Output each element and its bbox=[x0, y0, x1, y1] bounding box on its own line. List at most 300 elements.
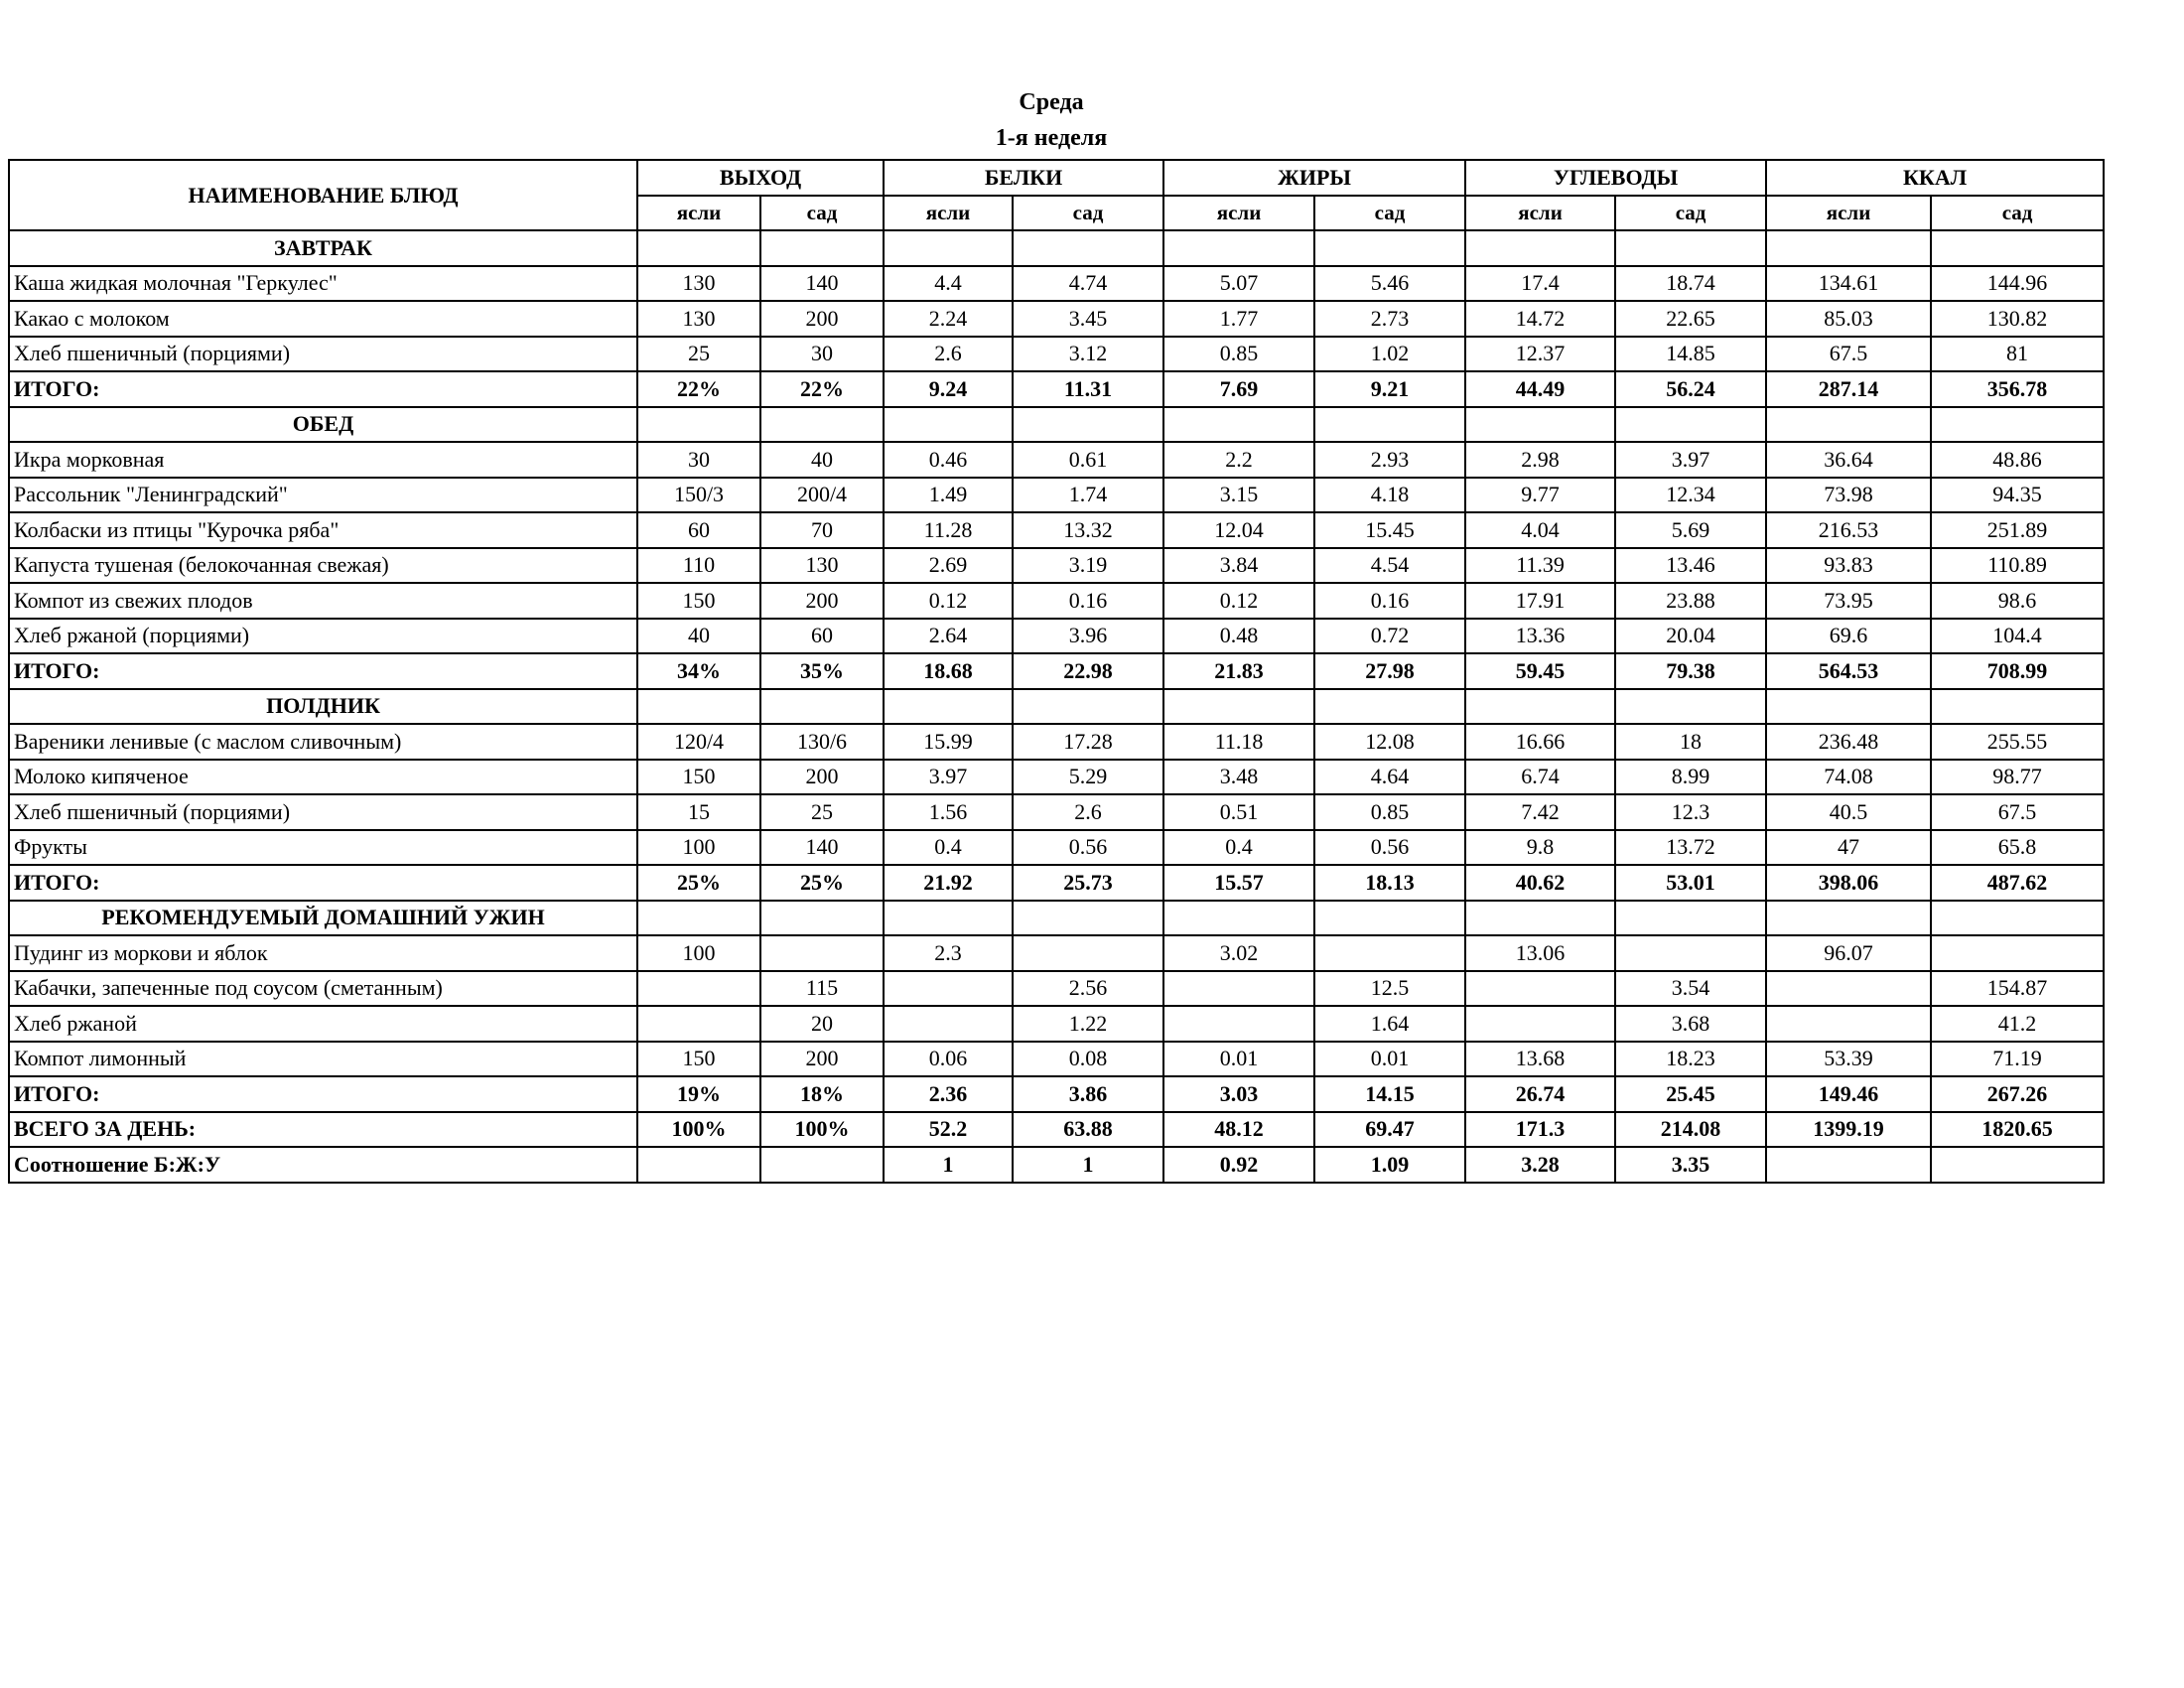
value-cell: 5.69 bbox=[1615, 512, 1766, 548]
value-cell: 4.54 bbox=[1314, 548, 1465, 584]
group-header-kcal: ККАЛ bbox=[1766, 160, 2104, 196]
value-cell bbox=[1766, 971, 1931, 1007]
value-cell: 11.39 bbox=[1465, 548, 1615, 584]
value-cell: 22% bbox=[760, 371, 884, 407]
subheader-nursery: ясли bbox=[1163, 196, 1314, 231]
value-cell bbox=[1013, 901, 1163, 936]
value-cell: 9.24 bbox=[884, 371, 1013, 407]
dish-name: Колбаски из птицы "Курочка ряба" bbox=[9, 512, 637, 548]
value-cell: 18.68 bbox=[884, 653, 1013, 689]
value-cell: 18.23 bbox=[1615, 1042, 1766, 1077]
value-cell: 7.69 bbox=[1163, 371, 1314, 407]
value-cell: 150/3 bbox=[637, 478, 760, 513]
value-cell: 40.62 bbox=[1465, 865, 1615, 901]
dish-name: ИТОГО: bbox=[9, 865, 637, 901]
value-cell: 48.12 bbox=[1163, 1112, 1314, 1148]
dish-name: ИТОГО: bbox=[9, 653, 637, 689]
value-cell: 0.48 bbox=[1163, 619, 1314, 654]
subheader-kindergarten: сад bbox=[1314, 196, 1465, 231]
value-cell bbox=[760, 1147, 884, 1183]
value-cell: 44.49 bbox=[1465, 371, 1615, 407]
value-cell: 26.74 bbox=[1465, 1076, 1615, 1112]
value-cell: 12.5 bbox=[1314, 971, 1465, 1007]
dish-name: Молоко кипяченое bbox=[9, 760, 637, 795]
value-cell: 65.8 bbox=[1931, 830, 2104, 866]
value-cell bbox=[1163, 901, 1314, 936]
value-cell: 356.78 bbox=[1931, 371, 2104, 407]
value-cell: 67.5 bbox=[1931, 794, 2104, 830]
value-cell: 0.12 bbox=[1163, 583, 1314, 619]
section-title: ЗАВТРАК bbox=[9, 230, 637, 266]
value-cell bbox=[1615, 689, 1766, 725]
value-cell: 0.51 bbox=[1163, 794, 1314, 830]
subheader-kindergarten: сад bbox=[1615, 196, 1766, 231]
value-cell bbox=[1465, 971, 1615, 1007]
value-cell bbox=[1931, 935, 2104, 971]
value-cell: 144.96 bbox=[1931, 266, 2104, 302]
value-cell: 2.69 bbox=[884, 548, 1013, 584]
value-cell: 22.65 bbox=[1615, 301, 1766, 337]
dish-name: ИТОГО: bbox=[9, 1076, 637, 1112]
value-cell bbox=[1013, 407, 1163, 443]
value-cell: 255.55 bbox=[1931, 724, 2104, 760]
value-cell: 5.46 bbox=[1314, 266, 1465, 302]
value-cell: 60 bbox=[637, 512, 760, 548]
value-cell: 53.39 bbox=[1766, 1042, 1931, 1077]
value-cell: 81 bbox=[1931, 337, 2104, 372]
value-cell bbox=[760, 901, 884, 936]
value-cell bbox=[884, 230, 1013, 266]
value-cell: 98.77 bbox=[1931, 760, 2104, 795]
value-cell: 134.61 bbox=[1766, 266, 1931, 302]
value-cell bbox=[1766, 1006, 1931, 1042]
value-cell bbox=[1013, 689, 1163, 725]
page-title: Среда bbox=[1019, 89, 1084, 115]
value-cell: 2.36 bbox=[884, 1076, 1013, 1112]
value-cell: 0.4 bbox=[1163, 830, 1314, 866]
value-cell bbox=[637, 689, 760, 725]
value-cell: 140 bbox=[760, 830, 884, 866]
page-subtitle: 1-я неделя bbox=[995, 125, 1108, 151]
value-cell: 13.72 bbox=[1615, 830, 1766, 866]
value-cell: 140 bbox=[760, 266, 884, 302]
value-cell: 17.4 bbox=[1465, 266, 1615, 302]
group-header-carbs: УГЛЕВОДЫ bbox=[1465, 160, 1766, 196]
total-row bbox=[9, 1112, 2104, 1148]
value-cell: 1.56 bbox=[884, 794, 1013, 830]
dish-name: Икра морковная bbox=[9, 442, 637, 478]
value-cell: 3.48 bbox=[1163, 760, 1314, 795]
value-cell: 0.4 bbox=[884, 830, 1013, 866]
value-cell: 100 bbox=[637, 935, 760, 971]
value-cell: 120/4 bbox=[637, 724, 760, 760]
value-cell: 1.02 bbox=[1314, 337, 1465, 372]
value-cell: 3.15 bbox=[1163, 478, 1314, 513]
total-row bbox=[9, 653, 2104, 689]
value-cell: 93.83 bbox=[1766, 548, 1931, 584]
value-cell: 3.28 bbox=[1465, 1147, 1615, 1183]
table-row bbox=[9, 301, 2104, 337]
table-row bbox=[9, 935, 2104, 971]
value-cell: 9.21 bbox=[1314, 371, 1465, 407]
dish-name: Компот лимонный bbox=[9, 1042, 637, 1077]
value-cell bbox=[637, 901, 760, 936]
dish-name: Каша жидкая молочная "Геркулес" bbox=[9, 266, 637, 302]
section-row bbox=[9, 689, 2104, 725]
value-cell: 14.15 bbox=[1314, 1076, 1465, 1112]
value-cell bbox=[1615, 935, 1766, 971]
value-cell: 150 bbox=[637, 760, 760, 795]
value-cell bbox=[1615, 230, 1766, 266]
value-cell: 487.62 bbox=[1931, 865, 2104, 901]
table-row bbox=[9, 512, 2104, 548]
value-cell: 63.88 bbox=[1013, 1112, 1163, 1148]
table-row bbox=[9, 619, 2104, 654]
value-cell: 104.4 bbox=[1931, 619, 2104, 654]
value-cell bbox=[1465, 230, 1615, 266]
value-cell: 0.06 bbox=[884, 1042, 1013, 1077]
value-cell bbox=[1163, 689, 1314, 725]
value-cell: 130 bbox=[760, 548, 884, 584]
value-cell bbox=[760, 689, 884, 725]
value-cell bbox=[1163, 971, 1314, 1007]
value-cell: 2.98 bbox=[1465, 442, 1615, 478]
value-cell: 216.53 bbox=[1766, 512, 1931, 548]
value-cell: 67.5 bbox=[1766, 337, 1931, 372]
value-cell: 73.95 bbox=[1766, 583, 1931, 619]
value-cell: 36.64 bbox=[1766, 442, 1931, 478]
value-cell bbox=[1615, 407, 1766, 443]
value-cell: 130 bbox=[637, 266, 760, 302]
value-cell bbox=[1931, 230, 2104, 266]
value-cell: 25% bbox=[760, 865, 884, 901]
value-cell: 41.2 bbox=[1931, 1006, 2104, 1042]
value-cell: 59.45 bbox=[1465, 653, 1615, 689]
value-cell: 4.64 bbox=[1314, 760, 1465, 795]
value-cell bbox=[637, 407, 760, 443]
value-cell: 11.28 bbox=[884, 512, 1013, 548]
section-title: ОБЕД bbox=[9, 407, 637, 443]
value-cell: 27.98 bbox=[1314, 653, 1465, 689]
dish-name: Компот из свежих плодов bbox=[9, 583, 637, 619]
nutrition-table bbox=[8, 159, 2105, 1184]
value-cell: 110.89 bbox=[1931, 548, 2104, 584]
value-cell: 0.08 bbox=[1013, 1042, 1163, 1077]
table-row bbox=[9, 478, 2104, 513]
value-cell: 1.74 bbox=[1013, 478, 1163, 513]
value-cell: 200 bbox=[760, 301, 884, 337]
value-cell: 0.92 bbox=[1163, 1147, 1314, 1183]
value-cell: 1820.65 bbox=[1931, 1112, 2104, 1148]
value-cell: 25.73 bbox=[1013, 865, 1163, 901]
value-cell: 73.98 bbox=[1766, 478, 1931, 513]
value-cell: 21.83 bbox=[1163, 653, 1314, 689]
total-row bbox=[9, 1076, 2104, 1112]
total-row bbox=[9, 1147, 2104, 1183]
dish-name: Хлеб пшеничный (порциями) bbox=[9, 794, 637, 830]
value-cell: 4.74 bbox=[1013, 266, 1163, 302]
value-cell: 236.48 bbox=[1766, 724, 1931, 760]
dish-name: Кабачки, запеченные под соусом (сметанным) bbox=[9, 971, 637, 1007]
value-cell: 35% bbox=[760, 653, 884, 689]
value-cell bbox=[1931, 1147, 2104, 1183]
value-cell: 150 bbox=[637, 583, 760, 619]
value-cell: 3.54 bbox=[1615, 971, 1766, 1007]
value-cell: 130 bbox=[637, 301, 760, 337]
value-cell: 3.35 bbox=[1615, 1147, 1766, 1183]
value-cell: 0.85 bbox=[1163, 337, 1314, 372]
value-cell: 171.3 bbox=[1465, 1112, 1615, 1148]
value-cell: 25% bbox=[637, 865, 760, 901]
value-cell: 11.31 bbox=[1013, 371, 1163, 407]
value-cell: 6.74 bbox=[1465, 760, 1615, 795]
value-cell: 12.34 bbox=[1615, 478, 1766, 513]
value-cell bbox=[1163, 1006, 1314, 1042]
value-cell: 0.56 bbox=[1013, 830, 1163, 866]
value-cell: 30 bbox=[637, 442, 760, 478]
value-cell: 17.91 bbox=[1465, 583, 1615, 619]
value-cell: 1.09 bbox=[1314, 1147, 1465, 1183]
value-cell: 2.73 bbox=[1314, 301, 1465, 337]
value-cell: 69.6 bbox=[1766, 619, 1931, 654]
value-cell: 3.45 bbox=[1013, 301, 1163, 337]
value-cell: 13.32 bbox=[1013, 512, 1163, 548]
dish-name: Хлеб ржаной bbox=[9, 1006, 637, 1042]
section-row bbox=[9, 901, 2104, 936]
table-row bbox=[9, 1042, 2104, 1077]
dish-name: Вареники ленивые (с маслом сливочным) bbox=[9, 724, 637, 760]
value-cell: 130/6 bbox=[760, 724, 884, 760]
value-cell: 115 bbox=[760, 971, 884, 1007]
value-cell: 18 bbox=[1615, 724, 1766, 760]
value-cell: 5.07 bbox=[1163, 266, 1314, 302]
value-cell bbox=[1163, 230, 1314, 266]
value-cell: 19% bbox=[637, 1076, 760, 1112]
value-cell: 56.24 bbox=[1615, 371, 1766, 407]
value-cell: 69.47 bbox=[1314, 1112, 1465, 1148]
value-cell: 2.6 bbox=[884, 337, 1013, 372]
value-cell: 3.97 bbox=[884, 760, 1013, 795]
header-row bbox=[9, 160, 2104, 196]
table-row bbox=[9, 583, 2104, 619]
dish-name: Хлеб пшеничный (порциями) bbox=[9, 337, 637, 372]
value-cell: 0.12 bbox=[884, 583, 1013, 619]
value-cell bbox=[637, 971, 760, 1007]
value-cell bbox=[1766, 230, 1931, 266]
value-cell: 287.14 bbox=[1766, 371, 1931, 407]
value-cell: 60 bbox=[760, 619, 884, 654]
dish-name: Капуста тушеная (белокочанная свежая) bbox=[9, 548, 637, 584]
section-row bbox=[9, 407, 2104, 443]
value-cell: 40 bbox=[760, 442, 884, 478]
value-cell: 0.56 bbox=[1314, 830, 1465, 866]
value-cell: 149.46 bbox=[1766, 1076, 1931, 1112]
value-cell: 12.37 bbox=[1465, 337, 1615, 372]
value-cell: 0.01 bbox=[1314, 1042, 1465, 1077]
value-cell: 34% bbox=[637, 653, 760, 689]
value-cell bbox=[1314, 689, 1465, 725]
value-cell: 150 bbox=[637, 1042, 760, 1077]
value-cell: 12.04 bbox=[1163, 512, 1314, 548]
subheader-nursery: ясли bbox=[1465, 196, 1615, 231]
value-cell: 25 bbox=[637, 337, 760, 372]
value-cell: 21.92 bbox=[884, 865, 1013, 901]
value-cell: 100 bbox=[637, 830, 760, 866]
value-cell: 53.01 bbox=[1615, 865, 1766, 901]
value-cell: 74.08 bbox=[1766, 760, 1931, 795]
value-cell: 23.88 bbox=[1615, 583, 1766, 619]
value-cell: 0.72 bbox=[1314, 619, 1465, 654]
subheader-kindergarten: сад bbox=[760, 196, 884, 231]
value-cell: 98.6 bbox=[1931, 583, 2104, 619]
value-cell: 564.53 bbox=[1766, 653, 1931, 689]
value-cell: 22% bbox=[637, 371, 760, 407]
group-header-fat: ЖИРЫ bbox=[1163, 160, 1465, 196]
value-cell: 79.38 bbox=[1615, 653, 1766, 689]
value-cell: 2.2 bbox=[1163, 442, 1314, 478]
subheader-kindergarten: сад bbox=[1931, 196, 2104, 231]
value-cell: 0.16 bbox=[1314, 583, 1465, 619]
value-cell: 1.49 bbox=[884, 478, 1013, 513]
value-cell: 25.45 bbox=[1615, 1076, 1766, 1112]
value-cell: 3.12 bbox=[1013, 337, 1163, 372]
value-cell: 15.99 bbox=[884, 724, 1013, 760]
value-cell: 1 bbox=[884, 1147, 1013, 1183]
group-header-output: ВЫХОД bbox=[637, 160, 884, 196]
value-cell: 13.06 bbox=[1465, 935, 1615, 971]
value-cell: 17.28 bbox=[1013, 724, 1163, 760]
subheader-nursery: ясли bbox=[884, 196, 1013, 231]
table-row bbox=[9, 1006, 2104, 1042]
value-cell: 15.45 bbox=[1314, 512, 1465, 548]
value-cell: 20 bbox=[760, 1006, 884, 1042]
section-title: ПОЛДНИК bbox=[9, 689, 637, 725]
value-cell: 70 bbox=[760, 512, 884, 548]
value-cell: 0.85 bbox=[1314, 794, 1465, 830]
value-cell: 4.18 bbox=[1314, 478, 1465, 513]
value-cell: 267.26 bbox=[1931, 1076, 2104, 1112]
value-cell: 0.01 bbox=[1163, 1042, 1314, 1077]
value-cell: 30 bbox=[760, 337, 884, 372]
value-cell: 200 bbox=[760, 1042, 884, 1077]
value-cell bbox=[1314, 901, 1465, 936]
value-cell: 398.06 bbox=[1766, 865, 1931, 901]
value-cell bbox=[884, 407, 1013, 443]
value-cell: 200/4 bbox=[760, 478, 884, 513]
table-row bbox=[9, 830, 2104, 866]
table-row bbox=[9, 760, 2104, 795]
value-cell bbox=[1013, 935, 1163, 971]
subheader-nursery: ясли bbox=[1766, 196, 1931, 231]
value-cell: 0.16 bbox=[1013, 583, 1163, 619]
value-cell: 12.08 bbox=[1314, 724, 1465, 760]
value-cell bbox=[1314, 407, 1465, 443]
value-cell bbox=[637, 1147, 760, 1183]
value-cell: 13.36 bbox=[1465, 619, 1615, 654]
value-cell: 251.89 bbox=[1931, 512, 2104, 548]
value-cell: 100% bbox=[760, 1112, 884, 1148]
table-row bbox=[9, 794, 2104, 830]
value-cell bbox=[1766, 407, 1931, 443]
value-cell bbox=[1766, 1147, 1931, 1183]
value-cell: 3.84 bbox=[1163, 548, 1314, 584]
value-cell: 25 bbox=[760, 794, 884, 830]
value-cell: 13.68 bbox=[1465, 1042, 1615, 1077]
value-cell bbox=[1931, 689, 2104, 725]
value-cell: 3.03 bbox=[1163, 1076, 1314, 1112]
value-cell bbox=[760, 230, 884, 266]
value-cell bbox=[884, 689, 1013, 725]
value-cell bbox=[1465, 901, 1615, 936]
table-row bbox=[9, 442, 2104, 478]
value-cell bbox=[1615, 901, 1766, 936]
value-cell bbox=[1465, 1006, 1615, 1042]
value-cell: 2.93 bbox=[1314, 442, 1465, 478]
table-body bbox=[9, 230, 2104, 1183]
dish-name: Пудинг из моркови и яблок bbox=[9, 935, 637, 971]
value-cell: 9.8 bbox=[1465, 830, 1615, 866]
value-cell: 1.22 bbox=[1013, 1006, 1163, 1042]
value-cell bbox=[1013, 230, 1163, 266]
group-header-protein: БЕЛКИ bbox=[884, 160, 1163, 196]
value-cell: 96.07 bbox=[1766, 935, 1931, 971]
dish-name: Хлеб ржаной (порциями) bbox=[9, 619, 637, 654]
value-cell: 40 bbox=[637, 619, 760, 654]
value-cell: 22.98 bbox=[1013, 653, 1163, 689]
value-cell: 3.86 bbox=[1013, 1076, 1163, 1112]
value-cell: 40.5 bbox=[1766, 794, 1931, 830]
value-cell: 5.29 bbox=[1013, 760, 1163, 795]
table-row bbox=[9, 548, 2104, 584]
table-row bbox=[9, 266, 2104, 302]
section-row bbox=[9, 230, 2104, 266]
value-cell: 18% bbox=[760, 1076, 884, 1112]
total-row bbox=[9, 865, 2104, 901]
value-cell: 71.19 bbox=[1931, 1042, 2104, 1077]
value-cell: 0.61 bbox=[1013, 442, 1163, 478]
value-cell: 13.46 bbox=[1615, 548, 1766, 584]
value-cell: 16.66 bbox=[1465, 724, 1615, 760]
total-row bbox=[9, 371, 2104, 407]
value-cell: 130.82 bbox=[1931, 301, 2104, 337]
value-cell: 11.18 bbox=[1163, 724, 1314, 760]
value-cell bbox=[1465, 407, 1615, 443]
value-cell bbox=[1931, 407, 2104, 443]
value-cell bbox=[760, 935, 884, 971]
value-cell: 4.04 bbox=[1465, 512, 1615, 548]
value-cell bbox=[760, 407, 884, 443]
value-cell bbox=[884, 901, 1013, 936]
value-cell: 3.96 bbox=[1013, 619, 1163, 654]
dish-name: Рассольник "Ленинградский" bbox=[9, 478, 637, 513]
value-cell bbox=[1163, 407, 1314, 443]
value-cell bbox=[1314, 935, 1465, 971]
value-cell: 8.99 bbox=[1615, 760, 1766, 795]
value-cell bbox=[1766, 901, 1931, 936]
value-cell bbox=[884, 971, 1013, 1007]
value-cell: 3.19 bbox=[1013, 548, 1163, 584]
value-cell: 47 bbox=[1766, 830, 1931, 866]
subheader-kindergarten: сад bbox=[1013, 196, 1163, 231]
value-cell: 3.02 bbox=[1163, 935, 1314, 971]
section-title: РЕКОМЕНДУЕМЫЙ ДОМАШНИЙ УЖИН bbox=[9, 901, 637, 936]
value-cell: 3.97 bbox=[1615, 442, 1766, 478]
value-cell: 12.3 bbox=[1615, 794, 1766, 830]
value-cell bbox=[1931, 901, 2104, 936]
value-cell: 20.04 bbox=[1615, 619, 1766, 654]
value-cell: 200 bbox=[760, 760, 884, 795]
value-cell: 708.99 bbox=[1931, 653, 2104, 689]
